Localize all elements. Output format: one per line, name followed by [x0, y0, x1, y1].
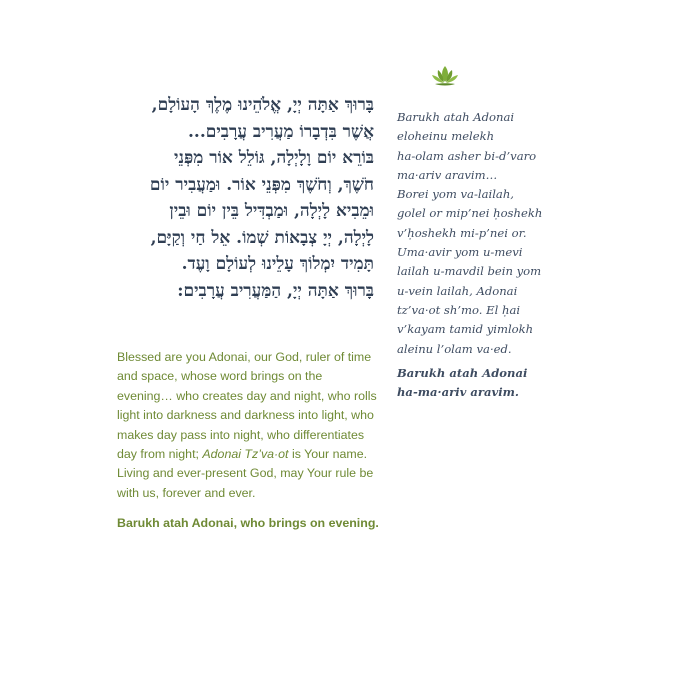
hebrew-line: תָּמִיד יִמְלוֹךְ עָלֵינוּ לְעוֹלָם וָעֶד. [181, 254, 374, 274]
lotus-icon [430, 64, 460, 88]
english-translation [117, 348, 379, 534]
translit-blessing-line: ha-ma·ariv aravim. [397, 385, 519, 400]
translit-line: golel or mip’nei ḥoshekh [397, 206, 543, 221]
translit-line: eloheinu melekh [397, 129, 495, 144]
translit-line: Uma·avir yom u-mevi [397, 245, 523, 260]
translit-line: lailah u-mavdil bein yom [397, 264, 542, 279]
hebrew-line: וּמֵבִיא לָיְלָה, וּמַבְדִּיל בֵּין יוֹם וּבֵין [169, 201, 374, 221]
translit-line: ma·ariv aravim… [397, 167, 498, 182]
hebrew-line: בָּרוּךְ אַתָּה יְיָ, אֱלֹהֵינוּ מֶלֶךְ הָעוֹלָם, [151, 95, 374, 115]
english-text-after: is Your name. Living and ever-present God, may Your rule be with us, forever and ever. [117, 447, 374, 500]
transliteration [397, 108, 577, 402]
translit-line: ha-olam asher bi-d’varo [397, 148, 537, 163]
translit-line: v’ḥoshekh mi-p’nei or. [397, 225, 527, 240]
english-divine-name: Adonai Tz’va·ot [202, 447, 289, 462]
english-text-before: Blessed are you Adonai, our God, ruler of time and space, whose word brings on the evening… who creates day and night, who rolls light into darkness and darkness into light, who makes day pass into night, who differentiates day from night; [117, 350, 377, 462]
hebrew-line: לָיְלָה, יְיָ צְבָאוֹת שְׁמוֹ. אֵל חַי וְקַיָּם, [150, 227, 374, 248]
translit-line: tz’va·ot sh’mo. El ḥai [397, 302, 521, 317]
translit-blessing-line: Barukh atah Adonai [397, 365, 528, 380]
hebrew-prayer [112, 92, 374, 304]
translit-line: u-vein lailah, Adonai [397, 283, 518, 298]
english-blessing: Barukh atah Adonai, who brings on evening. [117, 516, 379, 531]
translit-line: v’kayam tamid yimlokh [397, 322, 534, 337]
hebrew-line: אֲשֶׁר בִּדְבָרוֹ מַעֲרִיב עֲרָבִים... [187, 121, 374, 142]
translit-blessing [397, 364, 577, 403]
hebrew-line: בּוֹרֵא יוֹם וָלָיְלָה, גּוֹלֵל אוֹר מִפְּנֵי [173, 148, 374, 168]
translit-line: aleinu l’olam va·ed. [397, 341, 512, 356]
translit-line: Barukh atah Adonai [397, 110, 515, 124]
hebrew-blessing: בָּרוּךְ אַתָּה יְיָ, הַמַּעֲרִיב עֲרָבִים: [177, 280, 374, 301]
translit-line: Borei yom va-lailah, [397, 187, 514, 202]
english-paragraph [117, 348, 379, 503]
hebrew-line: חֹשֶׁךְ, וְחֹשֶׁךְ מִפְּנֵי אוֹר. וּמַעֲבִיר יוֹם [149, 174, 374, 195]
